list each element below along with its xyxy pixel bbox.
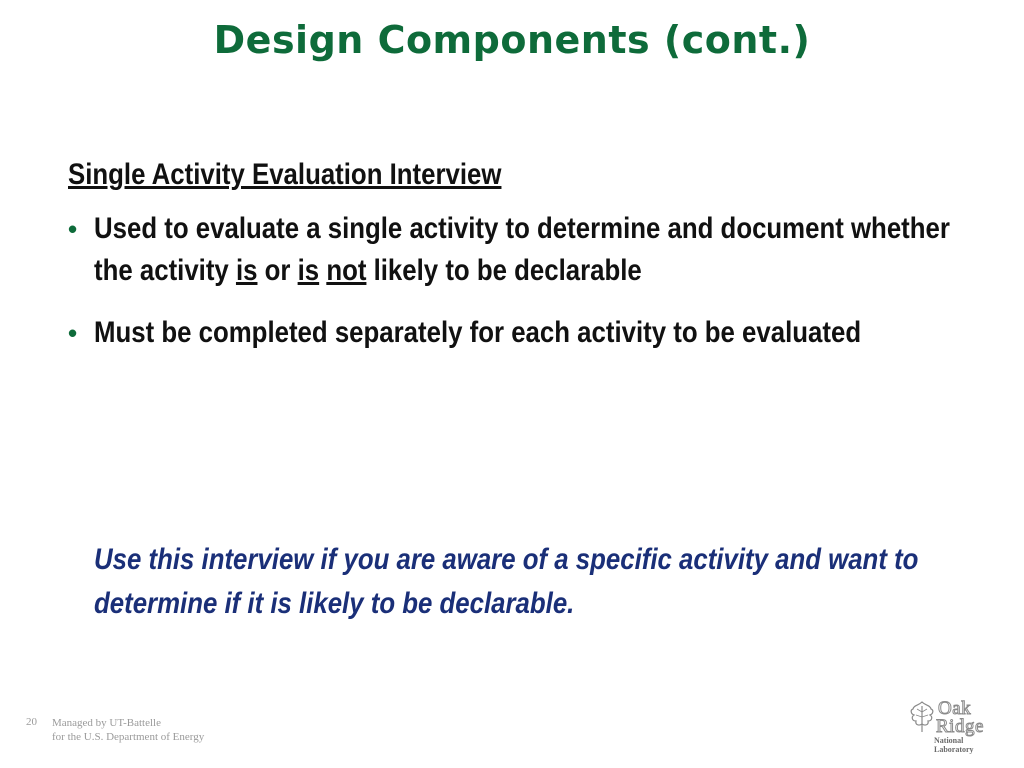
bullet-text-part: likely to be declarable [366,254,642,287]
footer-text [52,716,312,744]
bullet-dot-icon: • [68,214,78,244]
oak-leaf-icon [908,700,936,734]
bullet-item [68,208,968,292]
bullet-text: Must be completed separately for each activity to be evaluated [94,316,862,349]
bullet-text-part: Used to evaluate a single activity to determine and document whether the activity [94,212,950,287]
footer-line: Managed by UT-Battelle [52,717,161,729]
logo-word-ridge: Ridge [936,716,984,737]
bullet-item [68,312,968,354]
page-number: 20 [26,716,37,728]
slide-title: Design Components (cont.) [213,18,811,62]
footer-line: for the U.S. Department of Energy [52,731,205,743]
bullet-dot-icon: • [68,318,78,348]
bullet-text [94,208,963,292]
bullet-text-part: or [257,254,298,287]
underlined-word-is: is [235,254,258,287]
slide-body [68,158,968,354]
logo-subtitle: National Laboratory [934,736,974,754]
usage-note: Use this interview if you are aware of a specific activity and want to determine if it is likely to be declarable. [94,543,919,620]
underlined-word-is: is [297,254,320,287]
logo-word-oak: Oak [938,698,972,719]
underlined-word-not: not [326,254,367,287]
section-heading: Single Activity Evaluation Interview [68,158,502,191]
oak-ridge-logo [906,696,1004,752]
